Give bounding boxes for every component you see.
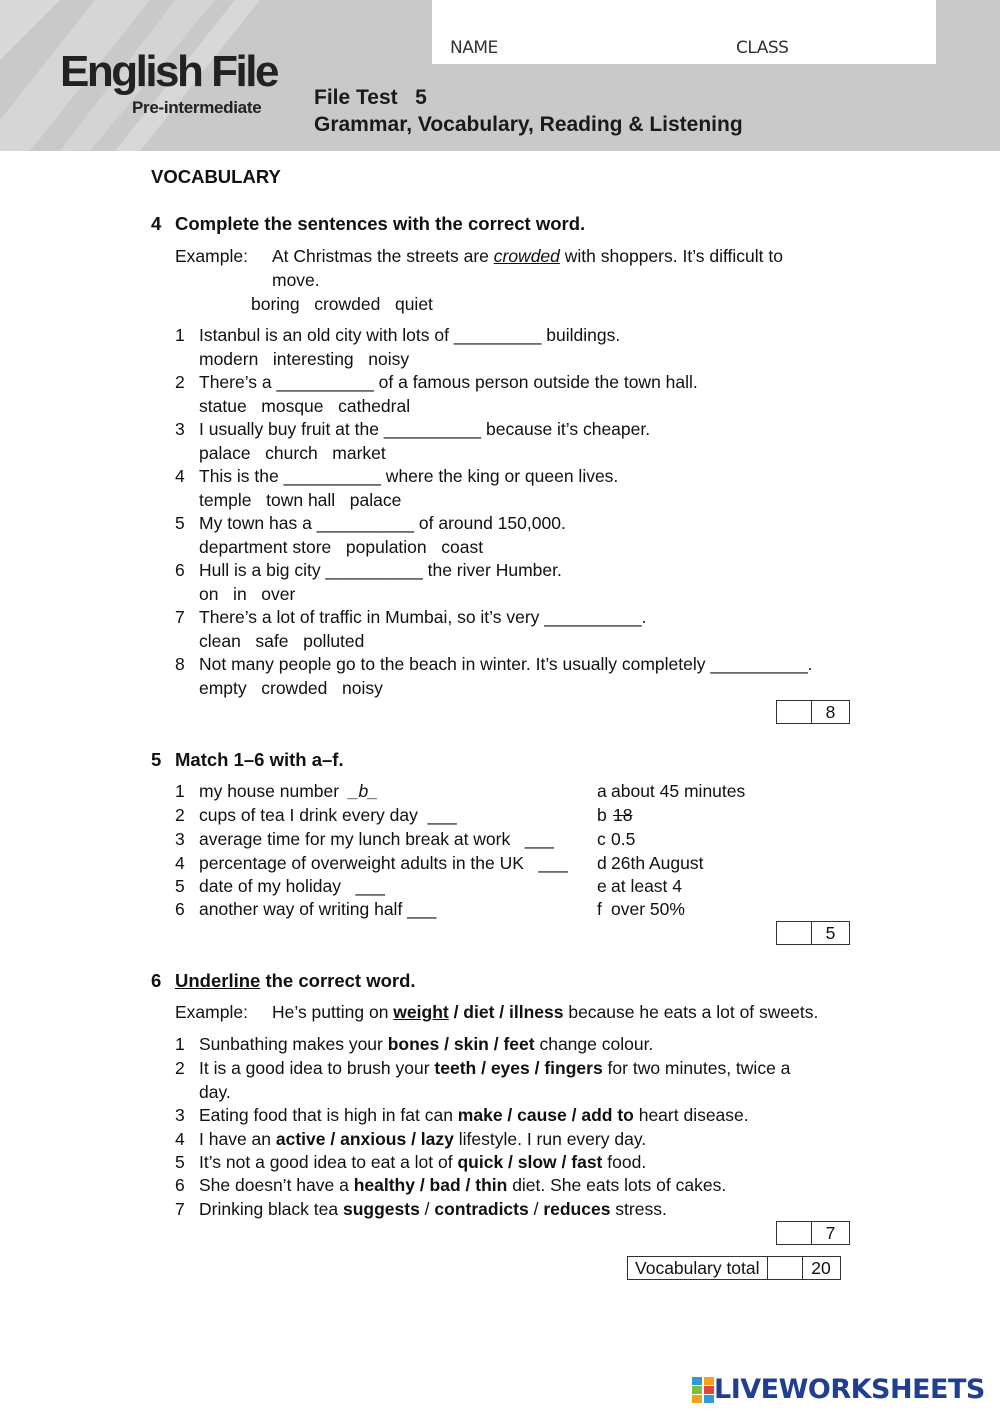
q6-option-separator: / — [528, 1199, 544, 1219]
vocabulary-total-box — [627, 1256, 841, 1280]
q5-right-letter: d — [597, 853, 607, 873]
q6-item-options[interactable]: quick / slow / fast — [457, 1152, 603, 1172]
class-label: CLASS — [736, 38, 789, 58]
q6-option-reduces[interactable]: reduces — [543, 1199, 611, 1219]
vocabulary-total-label: Vocabulary total — [628, 1257, 768, 1279]
english-file-logo — [60, 47, 277, 117]
q6-item-options[interactable]: bones / skin / feet — [387, 1034, 535, 1054]
q6-option-suggests[interactable]: suggests — [342, 1199, 420, 1219]
q5-right-text: 26th August — [611, 853, 704, 873]
q4-item-number: 5 — [175, 513, 185, 533]
q6-item-options[interactable]: active / anxious / lazy — [275, 1129, 454, 1149]
q6-instruction-rest: the correct word. — [260, 970, 416, 991]
logo-title: English File — [60, 47, 277, 96]
q6-item-post: food. — [602, 1152, 647, 1172]
q4-item-number: 6 — [175, 560, 185, 580]
q5-score-box — [776, 921, 850, 945]
q4-item-number: 7 — [175, 607, 185, 627]
q6-item-number: 6 — [175, 1175, 185, 1195]
q4-item-options[interactable]: palace church market — [199, 443, 386, 463]
q6-instruction-underline: Underline — [175, 970, 261, 991]
q4-item-sentence[interactable]: I usually buy fruit at the __________ because it’s cheaper. — [199, 419, 651, 439]
q6-example-options: / diet / illness — [448, 1002, 564, 1022]
q4-item-sentence[interactable]: There’s a lot of traffic in Mumbai, so it’s very __________. — [199, 607, 647, 627]
q5-instruction: Match 1–6 with a–f. — [175, 749, 344, 770]
q4-item-options[interactable]: modern interesting noisy — [199, 349, 410, 369]
q6-option-contradicts[interactable]: contradicts — [434, 1199, 529, 1219]
q5-right-text: at least 4 — [611, 876, 683, 896]
q6-item-number: 5 — [175, 1152, 185, 1172]
q6-number: 6 — [151, 970, 162, 991]
q4-example-answer: crowded — [493, 246, 560, 266]
q5-left-text[interactable]: date of my holiday ___ — [199, 876, 385, 896]
q4-example-options: boring crowded quiet — [251, 294, 433, 314]
q5-score-max: 5 — [825, 923, 836, 943]
q5-left-number: 2 — [175, 805, 185, 825]
q6-example-post: because he eats a lot of sweets. — [563, 1002, 819, 1022]
q6-score-box — [776, 1221, 850, 1245]
vocabulary-total-max: 20 — [811, 1258, 831, 1278]
q4-instruction: Complete the sentences with the correct word. — [175, 213, 586, 234]
q6-item-sentence — [199, 1174, 726, 1196]
q6-score-input[interactable] — [777, 1222, 812, 1244]
q4-item-number: 8 — [175, 654, 185, 674]
page-header — [0, 0, 1000, 151]
name-label: NAME — [450, 38, 498, 58]
q6-item-options[interactable]: teeth / eyes / fingers — [434, 1058, 603, 1078]
q6-example-label: Example: — [175, 1002, 248, 1022]
q5-number: 5 — [151, 749, 162, 770]
q4-item-options[interactable]: on in over — [199, 584, 296, 604]
q6-item-pre: It’s not a good idea to eat a lot of — [199, 1152, 458, 1172]
q4-item-sentence[interactable]: Not many people go to the beach in winter. It’s usually completely __________. — [199, 654, 813, 674]
q6-item-sentence — [199, 1151, 646, 1173]
logo-subtitle: Pre-intermediate — [132, 98, 262, 117]
q6-item-number: 2 — [175, 1058, 185, 1078]
q6-item-number: 7 — [175, 1199, 185, 1219]
q5-right-text: 0.5 — [611, 829, 636, 849]
liveworksheets-brand-text[interactable]: LIVEWORKSHEETS — [714, 1374, 985, 1405]
q5-right-text: about 45 minutes — [611, 781, 746, 801]
q6-item-post: diet. She eats lots of cakes. — [507, 1175, 727, 1195]
q6-item-pre: Drinking black tea — [199, 1199, 343, 1219]
q6-item-sentence — [199, 1033, 653, 1055]
q6-item-options[interactable]: make / cause / add to — [457, 1105, 634, 1125]
q4-item-number: 1 — [175, 325, 185, 345]
q5-right-text-crossed-out: 18 — [613, 805, 633, 825]
q4-item-sentence[interactable]: Hull is a big city __________ the river Humber. — [199, 560, 562, 580]
liveworksheets-brand — [692, 1374, 985, 1405]
q6-item-post: change colour. — [534, 1034, 654, 1054]
q4-item-sentence[interactable]: There’s a __________ of a famous person outside the town hall. — [199, 372, 698, 392]
q6-item-sentence — [199, 1057, 790, 1079]
q4-item-number: 3 — [175, 419, 185, 439]
q5-right-letter: e — [597, 876, 607, 896]
q6-instruction — [175, 970, 416, 992]
q5-right-text: over 50% — [611, 899, 685, 919]
q5-left-number: 4 — [175, 853, 185, 873]
q6-item-post: stress. — [610, 1199, 667, 1219]
q4-score-input[interactable] — [777, 701, 812, 723]
section-title: VOCABULARY — [151, 166, 281, 187]
q5-right-letter: f — [597, 899, 602, 919]
q6-item-pre: Eating food that is high in fat can — [199, 1105, 458, 1125]
q4-score-box — [776, 700, 850, 724]
q6-item-pre: It is a good idea to brush your — [199, 1058, 435, 1078]
q6-item-sentence — [199, 1128, 646, 1150]
q5-right-letter: a — [597, 781, 607, 801]
q6-item-post: heart disease. — [633, 1105, 749, 1125]
q5-left-number: 1 — [175, 781, 185, 801]
q4-score-max: 8 — [825, 702, 836, 722]
q4-item-options[interactable]: statue mosque cathedral — [199, 396, 411, 416]
q6-item-number: 4 — [175, 1129, 185, 1149]
q4-number: 4 — [151, 213, 162, 234]
q5-left-prompt: my house number — [199, 781, 349, 801]
q4-item-number: 2 — [175, 372, 185, 392]
q4-item-sentence[interactable]: Istanbul is an old city with lots of _________ buildings. — [199, 325, 621, 345]
q4-item-options[interactable]: empty crowded noisy — [199, 678, 383, 698]
q4-example-pre: At Christmas the streets are — [272, 246, 494, 266]
q5-left-number: 5 — [175, 876, 185, 896]
q5-left-text[interactable]: cups of tea I drink every day ___ — [199, 805, 457, 825]
q6-item-pre: She doesn’t have a — [199, 1175, 354, 1195]
q5-left-number: 3 — [175, 829, 185, 849]
name-class-box — [432, 0, 936, 64]
q6-example-answer: weight — [393, 1002, 449, 1022]
q4-example-sentence — [272, 245, 783, 267]
q5-example-answer[interactable]: _b_ — [348, 781, 378, 801]
q6-example-pre: He’s putting on — [272, 1002, 394, 1022]
q6-item-number: 1 — [175, 1034, 185, 1054]
q6-option-separator: / — [419, 1199, 435, 1219]
q5-left-text[interactable]: percentage of overweight adults in the UK ___ — [199, 853, 568, 873]
q6-item-post: for two minutes, twice a — [602, 1058, 791, 1078]
q6-score-max: 7 — [825, 1223, 836, 1243]
q6-item-line2: day. — [199, 1082, 231, 1102]
liveworksheets-logo-icon — [692, 1377, 714, 1403]
vocabulary-total-input[interactable] — [768, 1257, 803, 1279]
q4-item-options[interactable]: temple town hall palace — [199, 490, 402, 510]
q4-item-options[interactable]: department store population coast — [199, 537, 484, 557]
q5-left-text — [199, 780, 378, 802]
q6-item-options[interactable]: healthy / bad / thin — [353, 1175, 508, 1195]
q4-item-sentence[interactable]: This is the __________ where the king or queen lives. — [199, 466, 619, 486]
test-subtitle: Grammar, Vocabulary, Reading & Listening — [314, 113, 743, 136]
q6-item-sentence — [199, 1104, 749, 1126]
q5-left-text[interactable]: average time for my lunch break at work ___ — [199, 829, 555, 849]
q5-score-input[interactable] — [777, 922, 812, 944]
q6-item-post: lifestyle. I run every day. — [453, 1129, 647, 1149]
q5-left-number: 6 — [175, 899, 185, 919]
q6-item-number: 3 — [175, 1105, 185, 1125]
q5-right-letter: b — [597, 805, 607, 825]
q6-item-pre: I have an — [199, 1129, 276, 1149]
q6-item-pre: Sunbathing makes your — [199, 1034, 388, 1054]
q4-example-post: with shoppers. It’s difficult to — [559, 246, 783, 266]
q4-example-label: Example: — [175, 246, 248, 266]
q4-example-line2: move. — [272, 270, 320, 290]
q5-right-letter: c — [597, 829, 606, 849]
q5-left-text[interactable]: another way of writing half ___ — [199, 899, 437, 919]
q4-item-sentence[interactable]: My town has a __________ of around 150,000. — [199, 513, 566, 533]
q6-item-sentence — [199, 1198, 667, 1220]
q4-item-number: 4 — [175, 466, 185, 486]
q6-example-sentence — [272, 1001, 818, 1023]
test-title: File Test 5 — [314, 86, 427, 109]
q4-item-options[interactable]: clean safe polluted — [199, 631, 365, 651]
